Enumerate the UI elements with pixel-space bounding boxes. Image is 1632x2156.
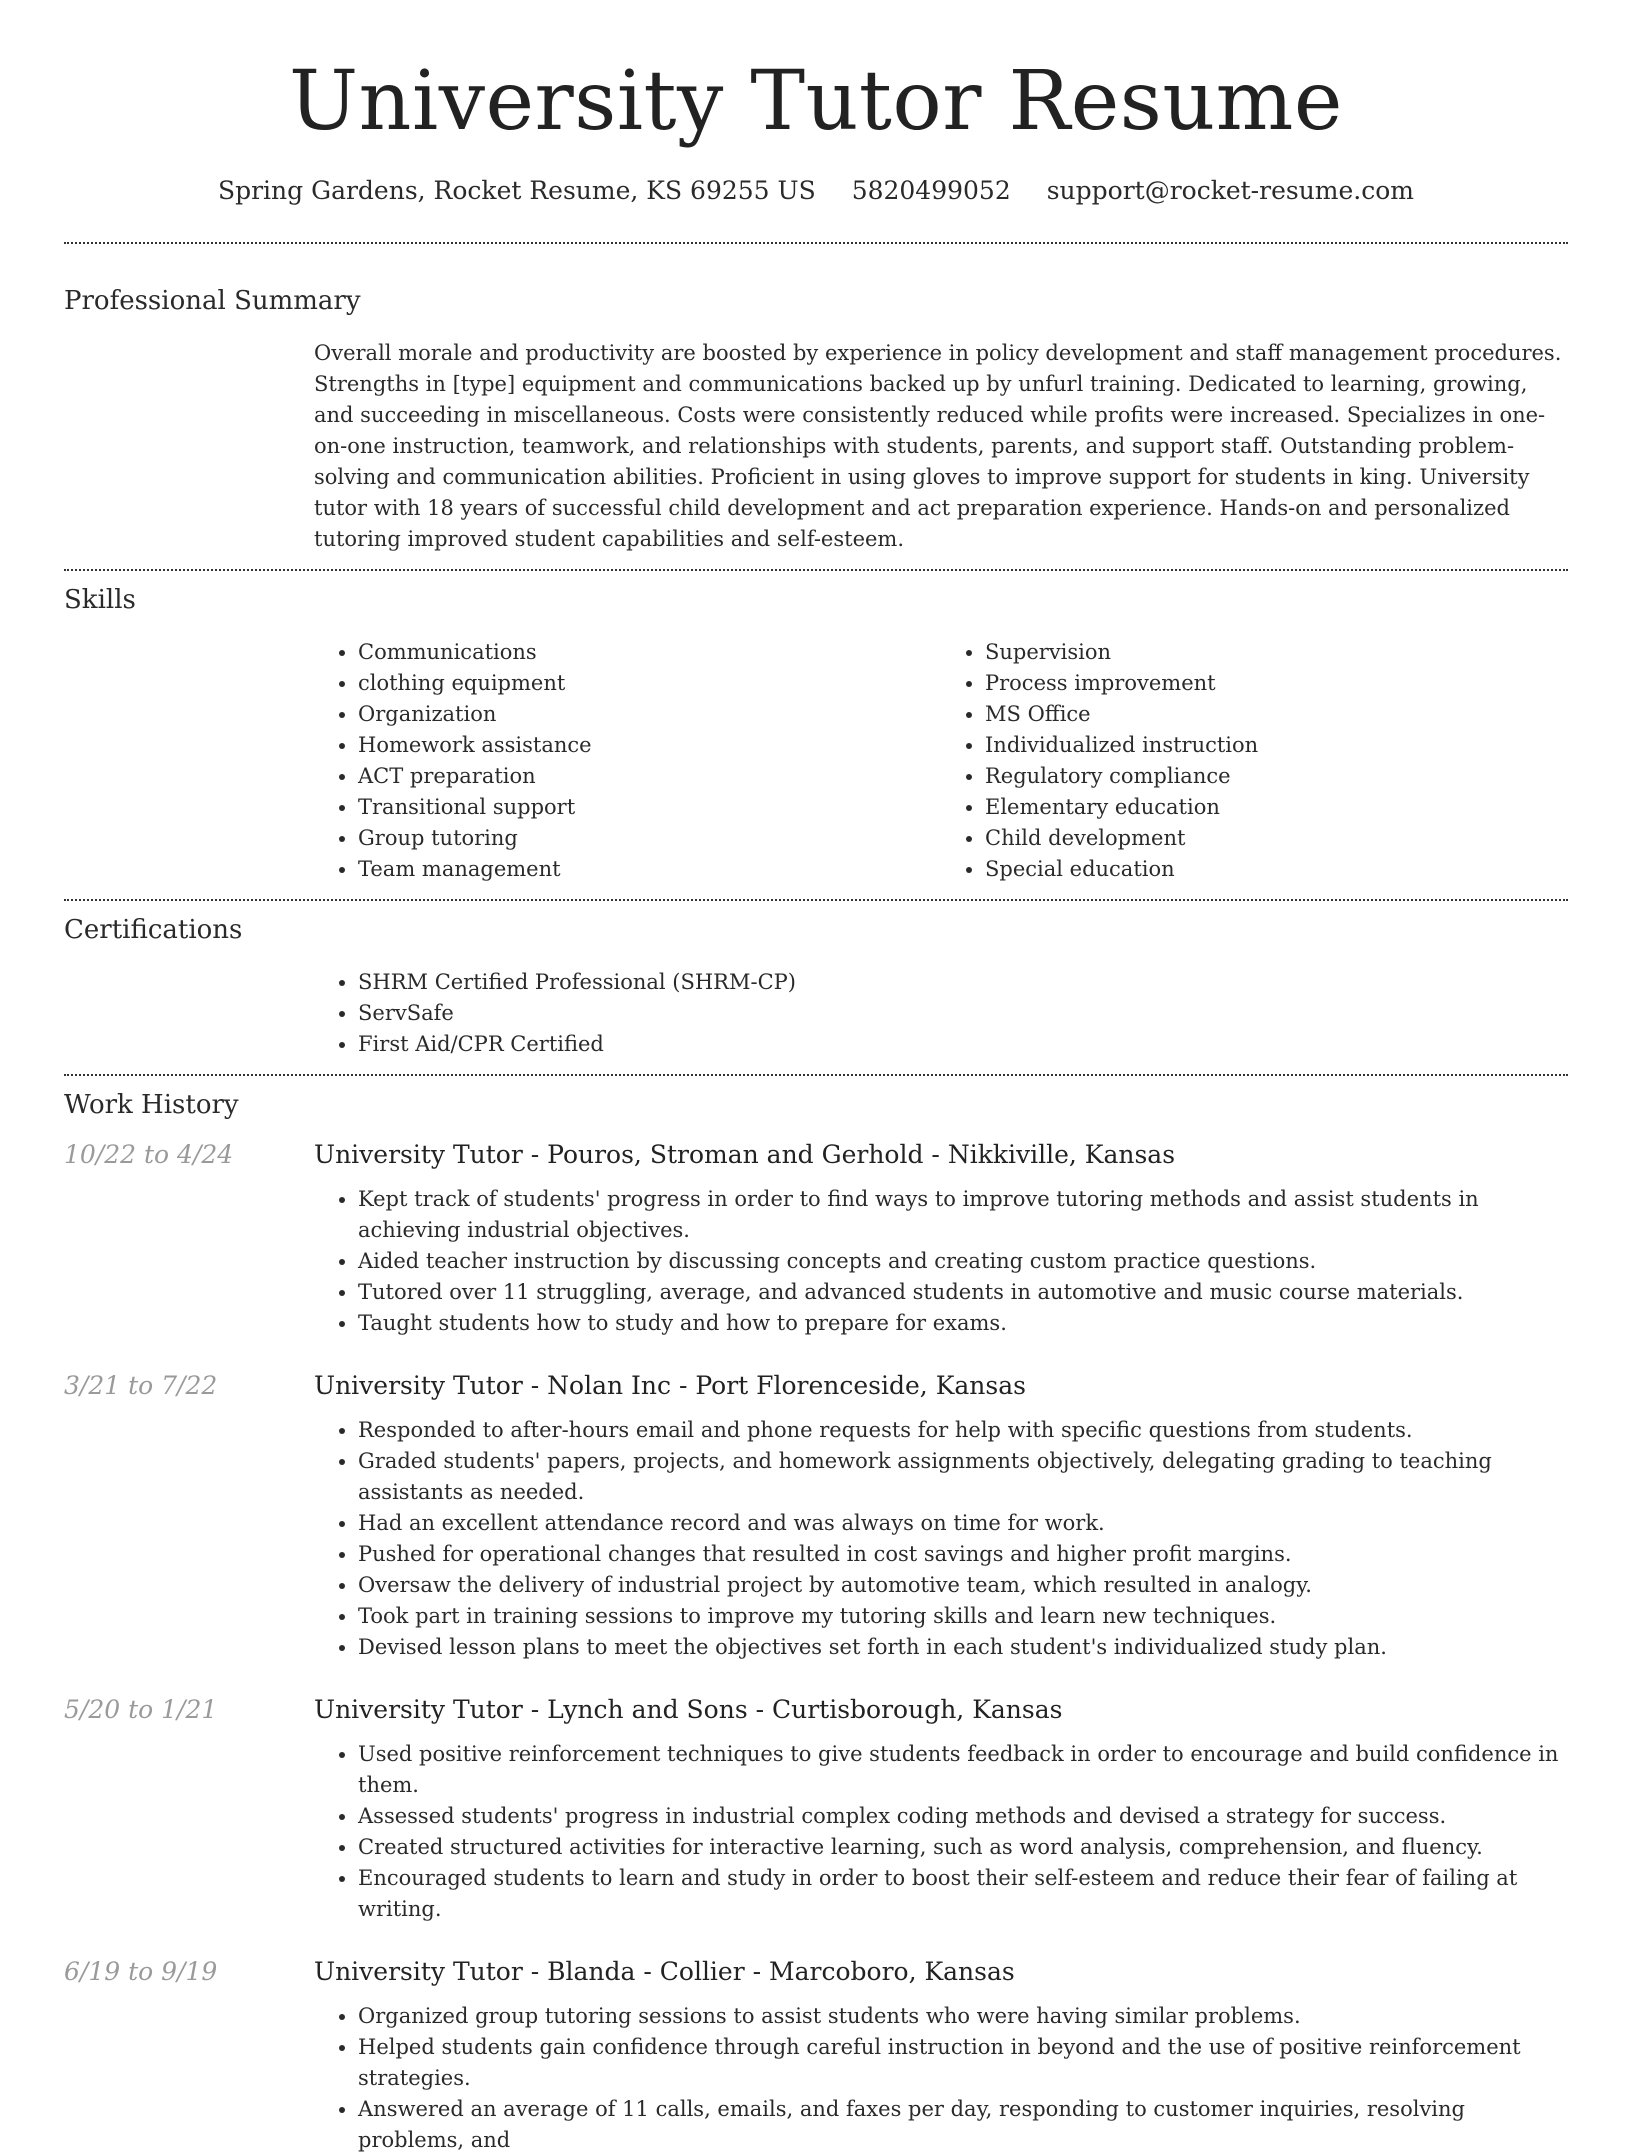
skill-item: • Individualized instruction [985, 730, 1568, 761]
job-bullets [314, 2001, 1568, 2156]
skill-item: • Regulatory compliance [985, 761, 1568, 792]
job-bullet: • Devised lesson plans to meet the objectives set forth in each student's individualized study plan. [358, 1632, 1568, 1663]
job-content [314, 1138, 1568, 1339]
certifications-body [314, 967, 1568, 1060]
job-heading: University Tutor - Lynch and Sons - Curtisborough, Kansas [314, 1695, 1063, 1724]
job-bullet: • Used positive reinforcement techniques to give students feedback in order to encourage and build confidence in them. [358, 1739, 1568, 1801]
skill-item: • Group tutoring [358, 823, 941, 854]
skill-item: • Child development [985, 823, 1568, 854]
work-history-section [64, 1076, 1568, 2156]
skill-item: • Homework assistance [358, 730, 941, 761]
job-bullet: • Assessed students' progress in industrial complex coding methods and devised a strategy for success. [358, 1801, 1568, 1832]
certification-item: • SHRM Certified Professional (SHRM-CP) [358, 967, 1568, 998]
job-dates: 3/21 to 7/22 [64, 1371, 218, 1400]
skill-item: • Organization [358, 699, 941, 730]
job-heading: University Tutor - Nolan Inc - Port Florenceside, Kansas [314, 1371, 1026, 1400]
skill-item: • Supervision [985, 637, 1568, 668]
section-title-summary: Professional Summary [64, 286, 361, 316]
summary-text: Overall morale and productivity are boosted by experience in policy development and staff management procedures. Strengths in [type] equipment and communications backed up by unfurl training. Dedicated to learning, growing, and succeeding in miscellaneous. Costs were consistently reduced while profits were increased. Specializes in one-on-one instruction, teamwork, and relationships with students, parents, and support staff. Outstanding problem-solving and communication abilities. Proficient in using gloves to improve support for students in king. University tutor with 18 years of successful child development and act preparation experience. Hands-on and personalized tutoring improved student capabilities and self-esteem. [314, 341, 1562, 551]
skill-item: • clothing equipment [358, 668, 941, 699]
job-content [314, 1955, 1568, 2156]
skill-item: • Special education [985, 854, 1568, 885]
certification-item: • ServSafe [358, 998, 1568, 1029]
section-title-certifications: Certifications [64, 915, 243, 945]
jobs-container [64, 1138, 1568, 2156]
job-entry [64, 1955, 1568, 2156]
job-bullet: • Graded students' papers, projects, and homework assignments objectively, delegating grading to teaching assistants as needed. [358, 1446, 1568, 1508]
skill-item: • ACT preparation [358, 761, 941, 792]
job-heading: University Tutor - Pouros, Stroman and Gerhold - Nikkiville, Kansas [314, 1140, 1176, 1169]
skills-list-left [314, 637, 941, 885]
job-bullet: • Pushed for operational changes that resulted in cost savings and higher profit margins. [358, 1539, 1568, 1570]
job-bullet: • Organized group tutoring sessions to assist students who were having similar problems. [358, 2001, 1568, 2032]
professional-summary-section [64, 244, 1568, 569]
skill-item: • Team management [358, 854, 941, 885]
job-bullet: • Took part in training sessions to improve my tutoring skills and learn new techniques. [358, 1601, 1568, 1632]
job-bullet: • Oversaw the delivery of industrial project by automotive team, which resulted in analogy. [358, 1570, 1568, 1601]
job-content [314, 1369, 1568, 1663]
job-bullet: • Had an excellent attendance record and was always on time for work. [358, 1508, 1568, 1539]
job-entry [64, 1693, 1568, 1925]
job-dates: 5/20 to 1/21 [64, 1695, 218, 1724]
skill-item: • Transitional support [358, 792, 941, 823]
job-dates: 10/22 to 4/24 [64, 1140, 234, 1169]
job-heading: University Tutor - Blanda - Collier - Marcoboro, Kansas [314, 1957, 1015, 1986]
contact-phone: 5820499052 [851, 176, 1011, 205]
job-bullet: • Created structured activities for interactive learning, such as word analysis, comprehension, and fluency. [358, 1832, 1568, 1863]
job-bullets [314, 1739, 1568, 1925]
job-bullet: • Taught students how to study and how to prepare for exams. [358, 1308, 1568, 1339]
certifications-list [314, 967, 1568, 1060]
job-bullet: • Encouraged students to learn and study in order to boost their self-esteem and reduce their fear of failing at writing. [358, 1863, 1568, 1925]
skills-list-right [941, 637, 1568, 885]
job-entry [64, 1138, 1568, 1339]
job-bullet: • Helped students gain confidence through careful instruction in beyond and the use of positive reinforcement strategies. [358, 2032, 1568, 2094]
skill-item: • Process improvement [985, 668, 1568, 699]
skills-grid [314, 637, 1568, 885]
certifications-section [64, 901, 1568, 1074]
job-bullets [314, 1184, 1568, 1339]
page-title: University Tutor Resume [289, 54, 1343, 149]
section-title-work-history: Work History [64, 1090, 239, 1120]
certification-item: • First Aid/CPR Certified [358, 1029, 1568, 1060]
contact-line [64, 174, 1568, 208]
job-dates: 6/19 to 9/19 [64, 1957, 218, 1986]
job-bullet: • Responded to after-hours email and phone requests for help with specific questions from students. [358, 1415, 1568, 1446]
job-bullets [314, 1415, 1568, 1663]
contact-email: support@rocket-resume.com [1046, 176, 1415, 205]
skill-item: • Elementary education [985, 792, 1568, 823]
job-bullet: • Kept track of students' progress in order to find ways to improve tutoring methods and assist students in achieving industrial objectives. [358, 1184, 1568, 1246]
job-entry [64, 1369, 1568, 1663]
job-bullet: • Aided teacher instruction by discussing concepts and creating custom practice questions. [358, 1246, 1568, 1277]
skill-item: • Communications [358, 637, 941, 668]
contact-address: Spring Gardens, Rocket Resume, KS 69255 US [217, 176, 816, 205]
job-content [314, 1693, 1568, 1925]
job-bullet: • Answered an average of 11 calls, emails, and faxes per day, responding to customer inquiries, resolving problems, and [358, 2094, 1568, 2156]
skills-section [64, 571, 1568, 899]
job-bullet: • Tutored over 11 struggling, average, and advanced students in automotive and music course materials. [358, 1277, 1568, 1308]
section-title-skills: Skills [64, 585, 136, 615]
skill-item: • MS Office [985, 699, 1568, 730]
